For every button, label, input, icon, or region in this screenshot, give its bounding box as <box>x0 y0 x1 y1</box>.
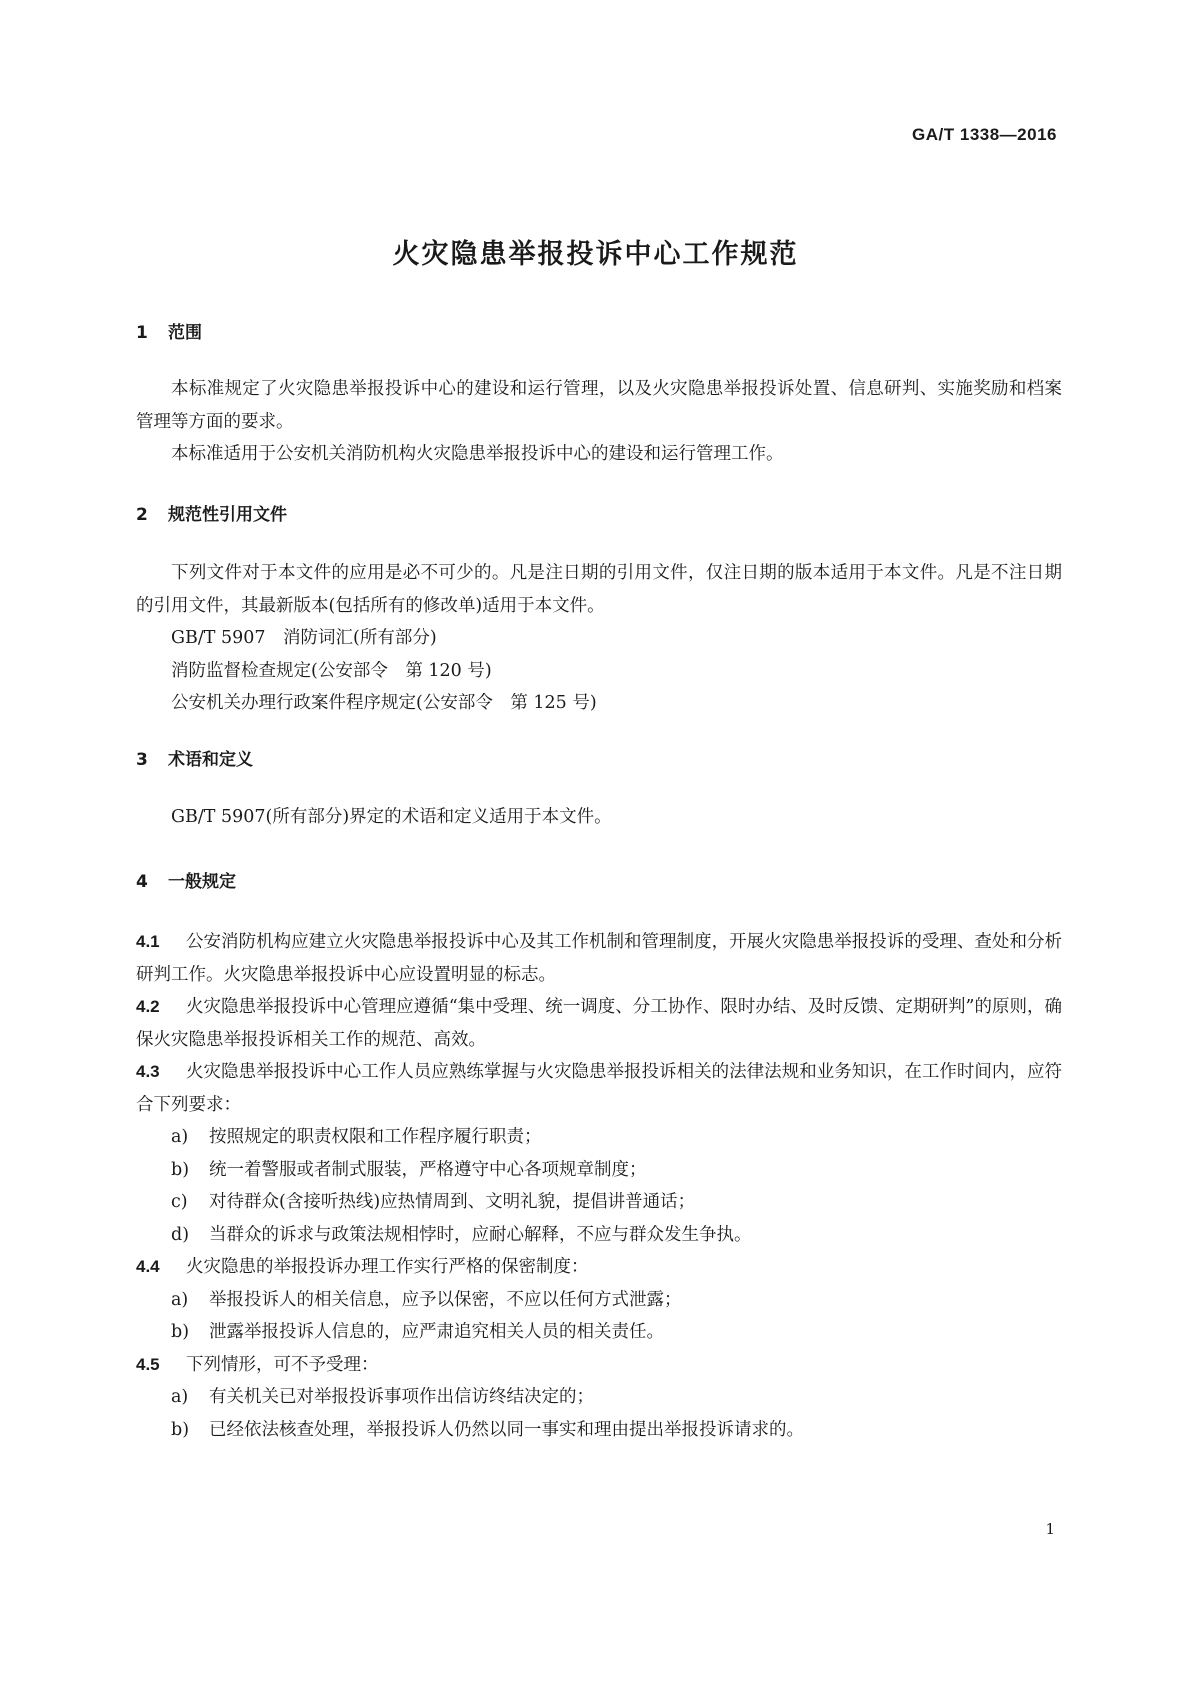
item-text: 举报投诉人的相关信息，应予以保密，不应以任何方式泄露； <box>209 1289 682 1310</box>
clause-4-3 <box>136 1056 1062 1121</box>
list-item <box>136 1121 1062 1154</box>
item-mark: b) <box>171 1159 190 1180</box>
item-text: 已经依法核查处理，举报投诉人仍然以同一事实和理由提出举报投诉请求的。 <box>209 1419 804 1440</box>
list-item <box>136 1219 1062 1252</box>
section-4 <box>136 870 1062 894</box>
page-number: 1 <box>1045 1520 1055 1538</box>
paragraph: 本标准适用于公安机关消防机构火灾隐患举报投诉中心的建设和运行管理工作。 <box>171 444 784 464</box>
item-mark: a) <box>171 1127 189 1147</box>
item-mark: c) <box>171 1192 188 1212</box>
section-2-heading <box>136 503 1062 527</box>
list-item <box>136 1414 1062 1447</box>
item-text: 按照规定的职责权限和工作程序履行职责； <box>209 1127 542 1147</box>
section-3-heading <box>136 748 1062 772</box>
clause-text: 火灾隐患举报投诉中心工作人员应熟练掌握与火灾隐患举报投诉相关的法律法规和业务知识，在工作时间内，应符合下列要求： <box>136 1062 1062 1115</box>
item-mark: d) <box>171 1224 190 1245</box>
section-title: 一般规定 <box>168 872 236 892</box>
list-item <box>136 1154 1062 1187</box>
document-title: 火灾隐患举报投诉中心工作规范 <box>392 239 799 270</box>
clause-number: 4.3 <box>136 1062 160 1081</box>
list-item <box>136 1284 1062 1317</box>
paragraph: 本标准规定了火灾隐患举报投诉中心的建设和运行管理，以及火灾隐患举报投诉处置、信息研判、实施奖励和档案管理等方面的要求。 <box>136 379 1062 432</box>
section-number: 3 <box>136 750 148 770</box>
section-1-heading <box>136 321 1062 345</box>
section-number: 2 <box>136 505 148 525</box>
item-mark: a) <box>171 1289 189 1310</box>
section-2 <box>136 503 1062 527</box>
clause-4-4 <box>136 1251 1062 1284</box>
reference-item: 公安机关办理行政案件程序规定(公安部令 第 125 号) <box>171 693 597 713</box>
section-number: 4 <box>136 872 148 892</box>
clause-text: 火灾隐患举报投诉中心管理应遵循“集中受理、统一调度、分工协作、限时办结、及时反馈、定期研判”的原则，确保火灾隐患举报投诉相关工作的规范、高效。 <box>136 997 1062 1050</box>
item-text: 统一着警服或者制式服装，严格遵守中心各项规章制度； <box>209 1159 647 1180</box>
list-item <box>136 1186 1062 1219</box>
section-number: 1 <box>136 323 148 343</box>
section-1 <box>136 321 1062 345</box>
section-2-body <box>136 557 1062 720</box>
reference-item: GB/T 5907 消防词汇(所有部分) <box>171 628 437 648</box>
clause-number: 4.1 <box>136 932 160 951</box>
section-title: 术语和定义 <box>168 750 253 770</box>
section-title: 规范性引用文件 <box>168 505 287 525</box>
clause-4-2 <box>136 991 1062 1056</box>
item-text: 对待群众(含接听热线)应热情周到、文明礼貌，提倡讲普通话； <box>209 1192 696 1212</box>
section-3-body <box>136 801 1062 834</box>
clause-4-5 <box>136 1349 1062 1382</box>
clause-4-1 <box>136 926 1062 991</box>
clause-number: 4.5 <box>136 1354 160 1374</box>
clause-text: 公安消防机构应建立火灾隐患举报投诉中心及其工作机制和管理制度，开展火灾隐患举报投诉的受理、查处和分析研判工作。火灾隐患举报投诉中心应设置明显的标志。 <box>136 932 1062 985</box>
paragraph: 下列文件对于本文件的应用是必不可少的。凡是注日期的引用文件，仅注日期的版本适用于本文件。凡是不注日期的引用文件，其最新版本(包括所有的修改单)适用于本文件。 <box>136 563 1062 616</box>
list-item <box>136 1381 1062 1414</box>
section-4-heading <box>136 870 1062 894</box>
clause-number: 4.4 <box>136 1257 160 1276</box>
clause-text: 下列情形，可不予受理： <box>186 1354 379 1375</box>
item-mark: b) <box>171 1322 190 1342</box>
item-text: 有关机关已对举报投诉事项作出信访终结决定的； <box>209 1387 594 1407</box>
reference-item: 消防监督检查规定(公安部令 第 120 号) <box>171 660 492 681</box>
clause-text: 火灾隐患的举报投诉办理工作实行严格的保密制度： <box>186 1257 589 1277</box>
item-text: 当群众的诉求与政策法规相悖时，应耐心解释，不应与群众发生争执。 <box>209 1224 752 1245</box>
paragraph: GB/T 5907(所有部分)界定的术语和定义适用于本文件。 <box>171 807 612 827</box>
clause-number: 4.2 <box>136 997 160 1016</box>
item-text: 泄露举报投诉人信息的，应严肃追究相关人员的相关责任。 <box>209 1322 664 1342</box>
item-mark: b) <box>171 1419 190 1440</box>
section-1-body <box>136 373 1062 471</box>
list-item <box>136 1316 1062 1349</box>
standard-code: GA/T 1338—2016 <box>912 125 1057 144</box>
section-4-body <box>136 926 1062 1446</box>
section-title: 范围 <box>168 323 202 343</box>
section-3 <box>136 748 1062 772</box>
item-mark: a) <box>171 1387 189 1407</box>
